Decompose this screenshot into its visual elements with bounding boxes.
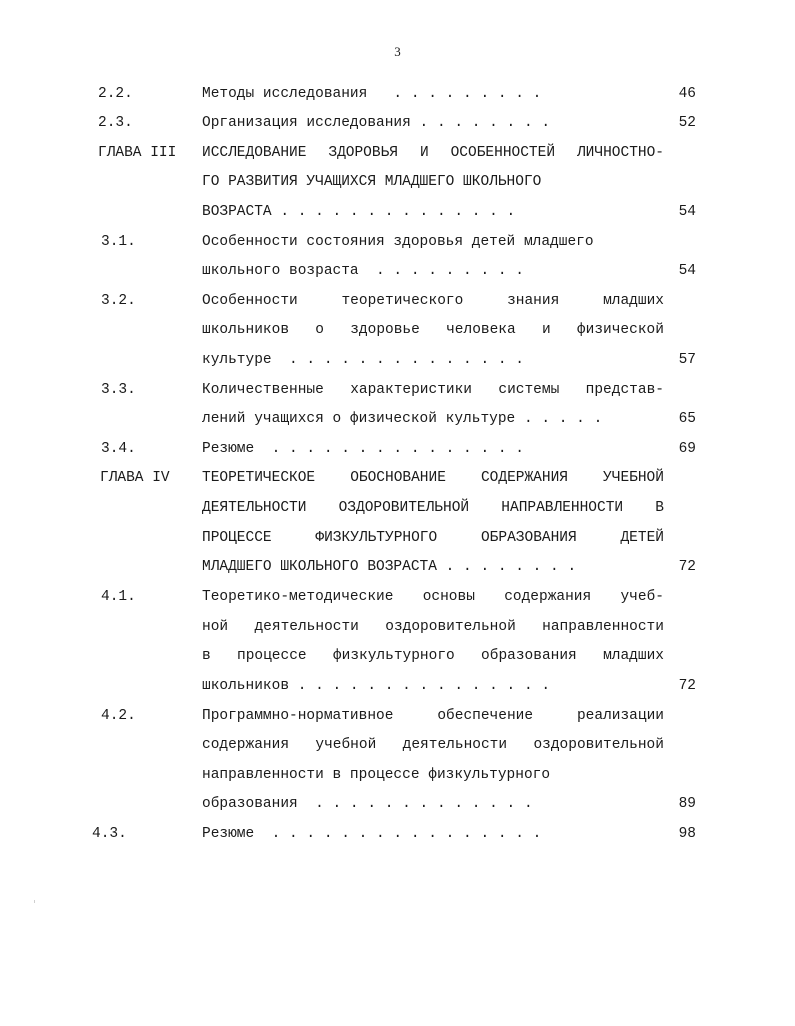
toc-line xyxy=(0,616,795,638)
toc-page-number: 57 xyxy=(678,352,696,368)
toc-entry-text: в процессе физкультурного образования младших xyxy=(202,648,664,664)
toc-entry-text: ТЕОРЕТИЧЕСКОЕ ОБОСНОВАНИЕ СОДЕРЖАНИЯ УЧЕБНОЙ xyxy=(202,470,664,486)
toc-section-number: 3.3. xyxy=(101,382,136,398)
toc-line xyxy=(0,83,795,105)
toc-line xyxy=(0,112,795,134)
toc-entry-text: содержания учебной деятельности оздоровительной xyxy=(202,737,664,753)
toc-entry-text: ВОЗРАСТА . . . . . . . . . . . . . . xyxy=(202,204,516,220)
toc-entry-text: школьников . . . . . . . . . . . . . . . xyxy=(202,678,551,694)
toc-section-number: 2.3. xyxy=(98,115,133,131)
toc-line xyxy=(0,408,795,430)
toc-entry-text: Резюме . . . . . . . . . . . . . . . xyxy=(202,441,524,457)
toc-entry-text: Особенности состояния здоровья детей младшего xyxy=(202,234,594,250)
toc-entry-text: культуре . . . . . . . . . . . . . . xyxy=(202,352,524,368)
toc-page-number: 52 xyxy=(678,115,696,131)
toc-entry-text: лений учащихся о физической культуре . . . . . xyxy=(202,411,603,427)
toc-line xyxy=(0,645,795,667)
toc-section-number: ГЛАВА III xyxy=(98,145,177,161)
toc-entry-text: ной деятельности оздоровительной направленности xyxy=(202,619,664,635)
toc-entry-text: Количественные характеристики системы представ- xyxy=(202,382,664,398)
toc-page-number: 54 xyxy=(678,204,696,220)
toc-entry-text: образования . . . . . . . . . . . . . xyxy=(202,796,533,812)
toc-page-number: 46 xyxy=(678,86,696,102)
toc-entry-text: Программно-нормативное обеспечение реализации xyxy=(202,708,664,724)
toc-entry-text: ИССЛЕДОВАНИЕ ЗДОРОВЬЯ И ОСОБЕННОСТЕЙ ЛИЧНОСТНО- xyxy=(202,145,664,161)
toc-entry-text: направленности в процессе физкультурного xyxy=(202,767,551,783)
toc-line xyxy=(0,556,795,578)
toc-page-number: 98 xyxy=(678,826,696,842)
toc-section-number: 2.2. xyxy=(98,86,133,102)
toc-page-number: 65 xyxy=(678,411,696,427)
toc-page-number: 89 xyxy=(678,796,696,812)
toc-section-number: 3.4. xyxy=(101,441,136,457)
toc-line xyxy=(0,290,795,312)
toc-line xyxy=(0,231,795,253)
toc-page-number: 69 xyxy=(678,441,696,457)
toc-line xyxy=(0,260,795,282)
toc-line xyxy=(0,705,795,727)
toc-line xyxy=(0,142,795,164)
toc-entry-text: Методы исследования . . . . . . . . . xyxy=(202,86,542,102)
toc-line xyxy=(0,349,795,371)
toc-line xyxy=(0,467,795,489)
toc-line xyxy=(0,734,795,756)
toc-page-number: 54 xyxy=(678,263,696,279)
toc-line xyxy=(0,379,795,401)
toc-line xyxy=(0,586,795,608)
toc-page-number: 72 xyxy=(678,559,696,575)
scan-artifact xyxy=(34,900,35,903)
toc-line xyxy=(0,319,795,341)
toc-line xyxy=(0,171,795,193)
toc-line xyxy=(0,675,795,697)
page-number: 3 xyxy=(394,44,401,59)
toc-section-number: ГЛАВА IV xyxy=(100,470,170,486)
toc-line xyxy=(0,438,795,460)
toc-section-number: 3.2. xyxy=(101,293,136,309)
toc-section-number: 3.1. xyxy=(101,234,136,250)
toc-entry-text: Теоретико-методические основы содержания учеб- xyxy=(202,589,664,605)
toc-section-number: 4.1. xyxy=(101,589,136,605)
toc-entry-text: школьников о здоровье человека и физической xyxy=(202,322,664,338)
toc-entry-text: ГО РАЗВИТИЯ УЧАЩИХСЯ МЛАДШЕГО ШКОЛЬНОГО xyxy=(202,174,542,190)
toc-entry-text: Организация исследования . . . . . . . . xyxy=(202,115,551,131)
toc-entry-text: Особенности теоретического знания младших xyxy=(202,293,664,309)
toc-page-number: 72 xyxy=(678,678,696,694)
toc-entry-text: МЛАДШЕГО ШКОЛЬНОГО ВОЗРАСТА . . . . . . . . xyxy=(202,559,577,575)
toc-entry-text: ДЕЯТЕЛЬНОСТИ ОЗДОРОВИТЕЛЬНОЙ НАПРАВЛЕННОСТИ В xyxy=(202,500,664,516)
toc-line xyxy=(0,793,795,815)
toc-entry-text: ПРОЦЕССЕ ФИЗКУЛЬТУРНОГО ОБРАЗОВАНИЯ ДЕТЕЙ xyxy=(202,530,664,546)
toc-section-number: 4.2. xyxy=(101,708,136,724)
toc-line xyxy=(0,497,795,519)
toc-line xyxy=(0,527,795,549)
toc-line xyxy=(0,764,795,786)
toc-line xyxy=(0,201,795,223)
toc-section-number: 4.3. xyxy=(92,826,127,842)
toc-entry-text: школьного возраста . . . . . . . . . xyxy=(202,263,524,279)
toc-entry-text: Резюме . . . . . . . . . . . . . . . . xyxy=(202,826,542,842)
toc-line xyxy=(0,823,795,845)
